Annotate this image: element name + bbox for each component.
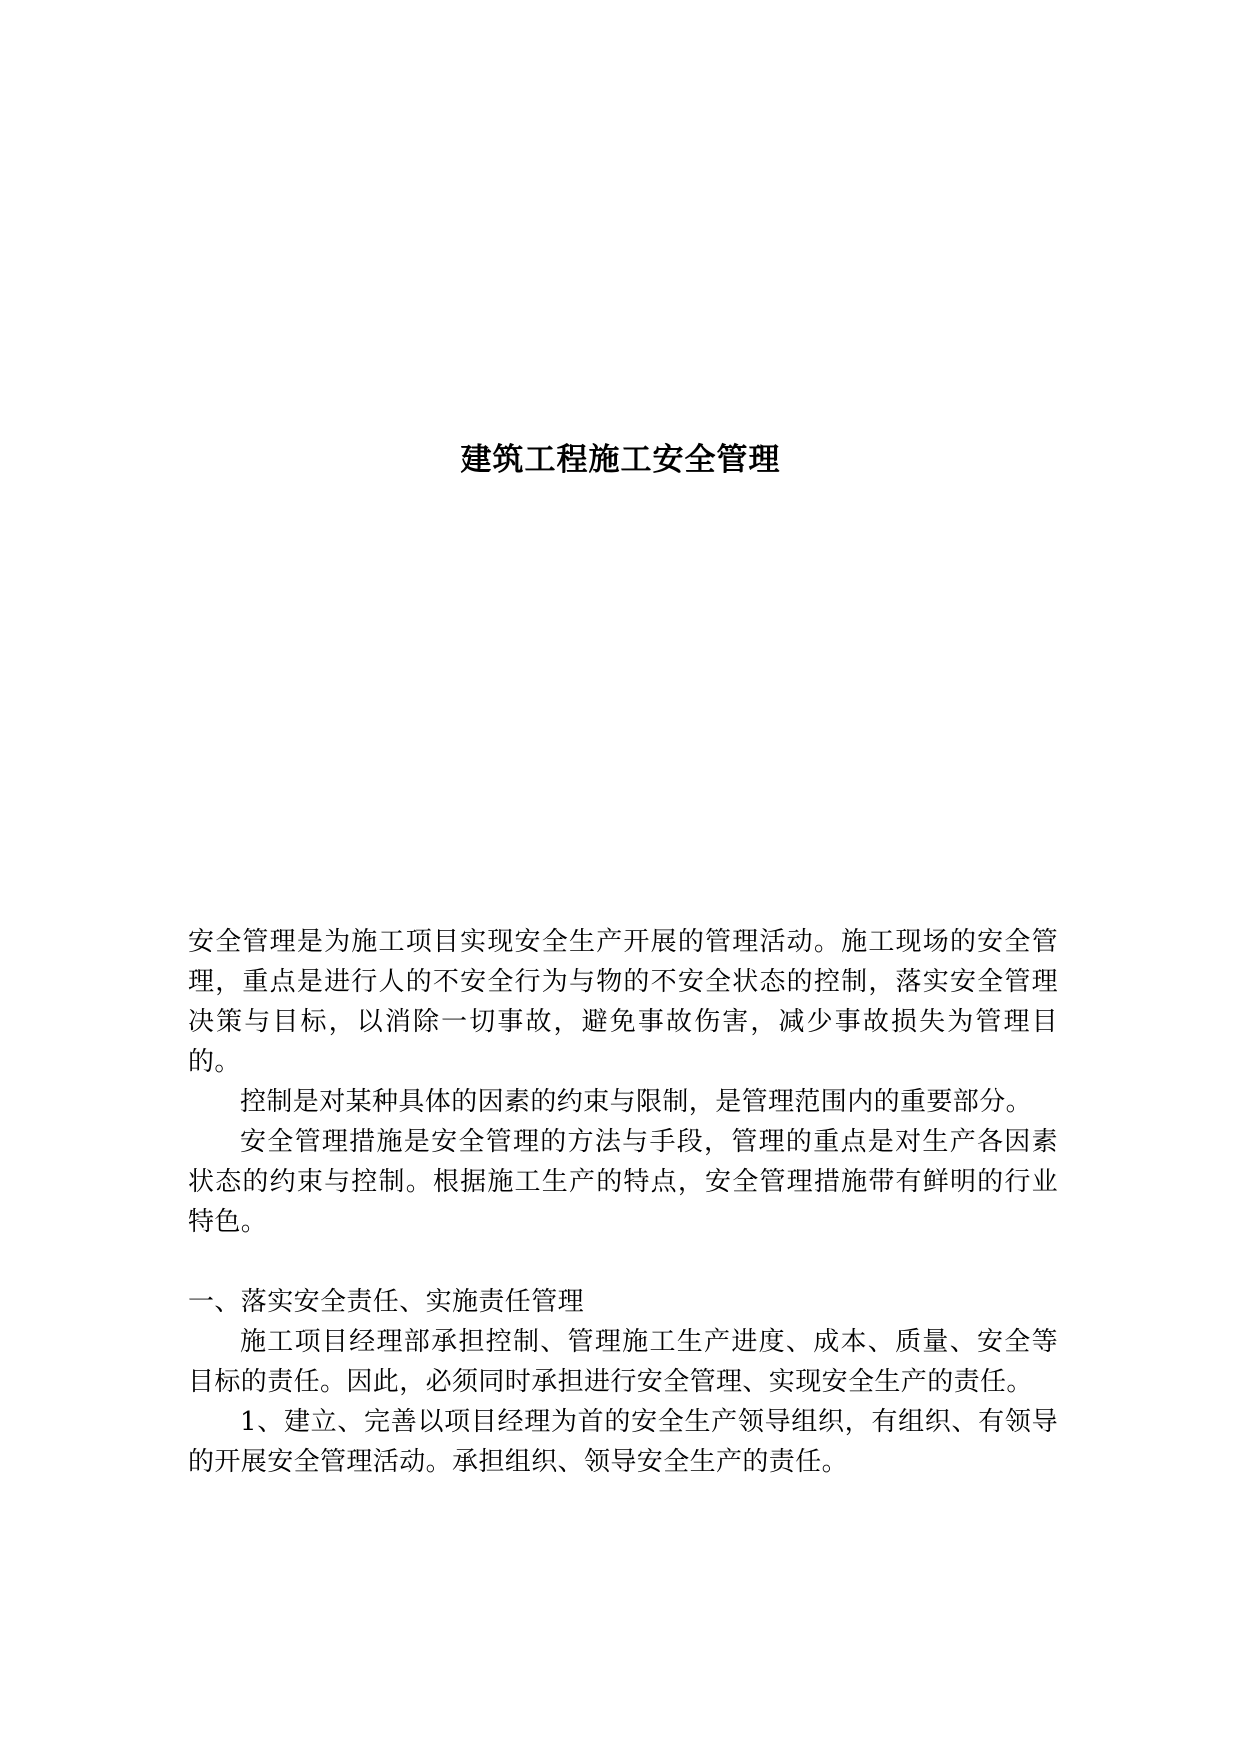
document-body	[188, 922, 1058, 1482]
measures-paragraph: 安全管理措施是安全管理的方法与手段，管理的重点是对生产各因素状态的约束与控制。根据施工生产的特点，安全管理措施带有鲜明的行业特色。	[188, 1127, 1058, 1237]
section-heading: 一、落实安全责任、实施责任管理	[188, 1287, 585, 1317]
intro-paragraph: 安全管理是为施工项目实现安全生产开展的管理活动。施工现场的安全管理，重点是进行人的不安全行为与物的不安全状态的控制，落实安全管理决策与目标，以消除一切事故，避免事故伤害，减少事故损失为管理目的。	[188, 927, 1058, 1077]
paragraph-spacer	[188, 1242, 1058, 1282]
section-item-1: 1、建立、完善以项目经理为首的安全生产领导组织，有组织、有领导的开展安全管理活动。承担组织、领导安全生产的责任。	[188, 1407, 1058, 1477]
document-title: 建筑工程施工安全管理	[460, 442, 781, 478]
section-paragraph: 施工项目经理部承担控制、管理施工生产进度、成本、质量、安全等目标的责任。因此，必须同时承担进行安全管理、实现安全生产的责任。	[188, 1327, 1058, 1397]
control-paragraph: 控制是对某种具体的因素的约束与限制，是管理范围内的重要部分。	[240, 1087, 1033, 1117]
